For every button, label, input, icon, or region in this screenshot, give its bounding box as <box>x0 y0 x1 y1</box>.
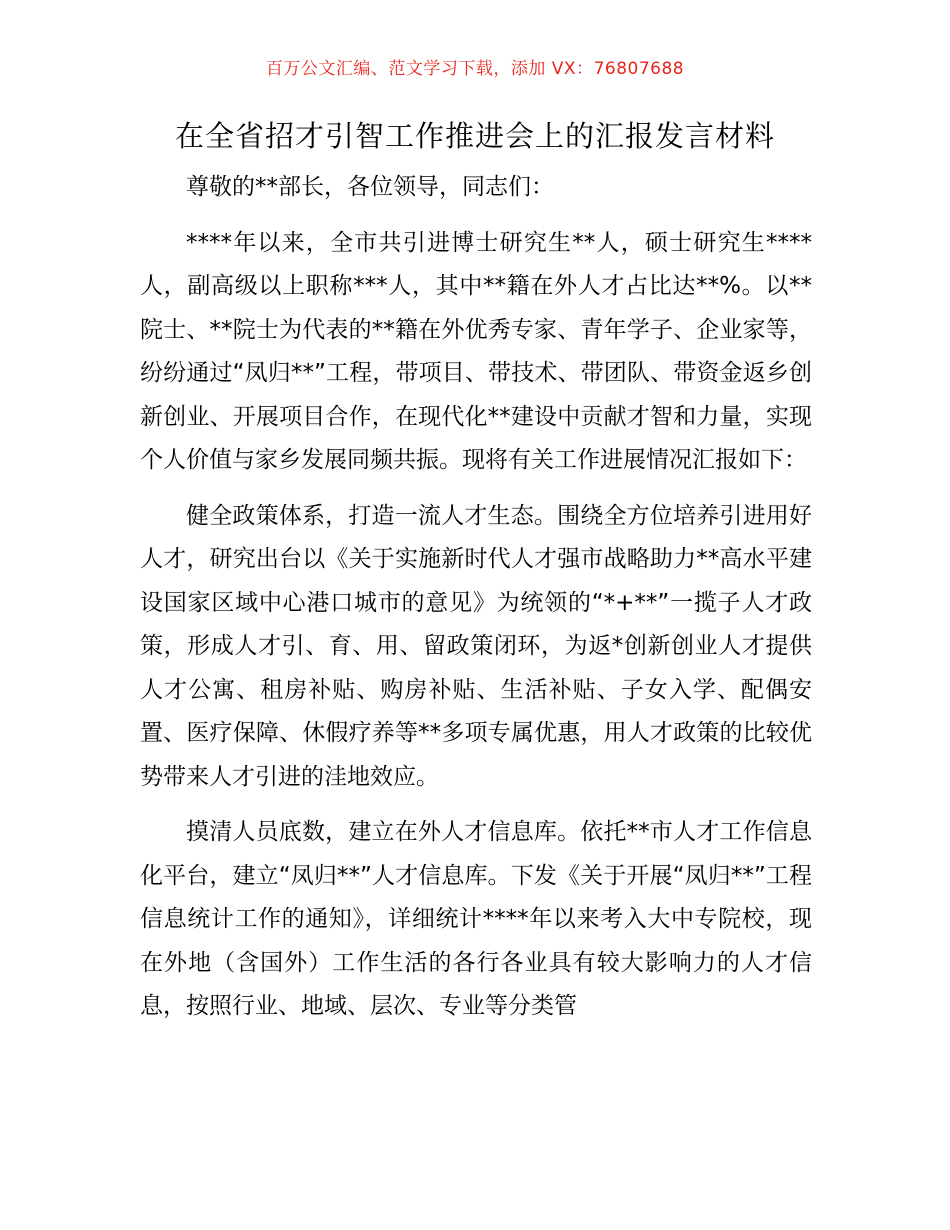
paragraph-3: 摸清人员底数，建立在外人才信息库。依托**市人才工作信息化平台，建立“凤归**”人才信息库。下发《关于开展“凤归**”工程信息统计工作的通知》，详细统计****年以来考入大中专院校，现在外地（含国外）工作生活的各行各业具有较大影响力的人才信息，按照行业、地域、层次、专业等分类管 <box>140 819 812 1019</box>
document-body <box>140 166 812 1041</box>
paragraph-1: ****年以来，全市共引进博士研究生**人，硕士研究生****人，副高级以上职称***人，其中**籍在外人才占比达**%。以**院士、**院士为代表的**籍在外优秀专家、青年学子、企业家等，纷纷通过“凤归**”工程，带项目、带技术、带团队、带资金返乡创新创业、开展项目合作，在现代化**建设中贡献才智和力量，实现个人价值与家乡发展同频共振。现将有关工作进展情况汇报如下： <box>140 229 812 473</box>
document-title: 在全省招才引智工作推进会上的汇报发言材料 <box>174 119 775 153</box>
header-note: 百万公文汇编、范文学习下载，添加 VX：76807688 <box>265 59 685 79</box>
paragraph-2: 健全政策体系，打造一流人才生态。围绕全方位培养引进用好人才，研究出台以《关于实施新时代人才强市战略助力**高水平建设国家区域中心港口城市的意见》为统领的“*+**”一揽子人才政策，形成人才引、育、用、留政策闭环，为返*创新创业人才提供人才公寓、租房补贴、购房补贴、生活补贴、子女入学、配偶安置、医疗保障、休假疗养等**多项专属优惠，用人才政策的比较优势带来人才引进的洼地效应。 <box>140 502 812 790</box>
greeting: 尊敬的**部长，各位领导，同志们： <box>186 174 554 200</box>
